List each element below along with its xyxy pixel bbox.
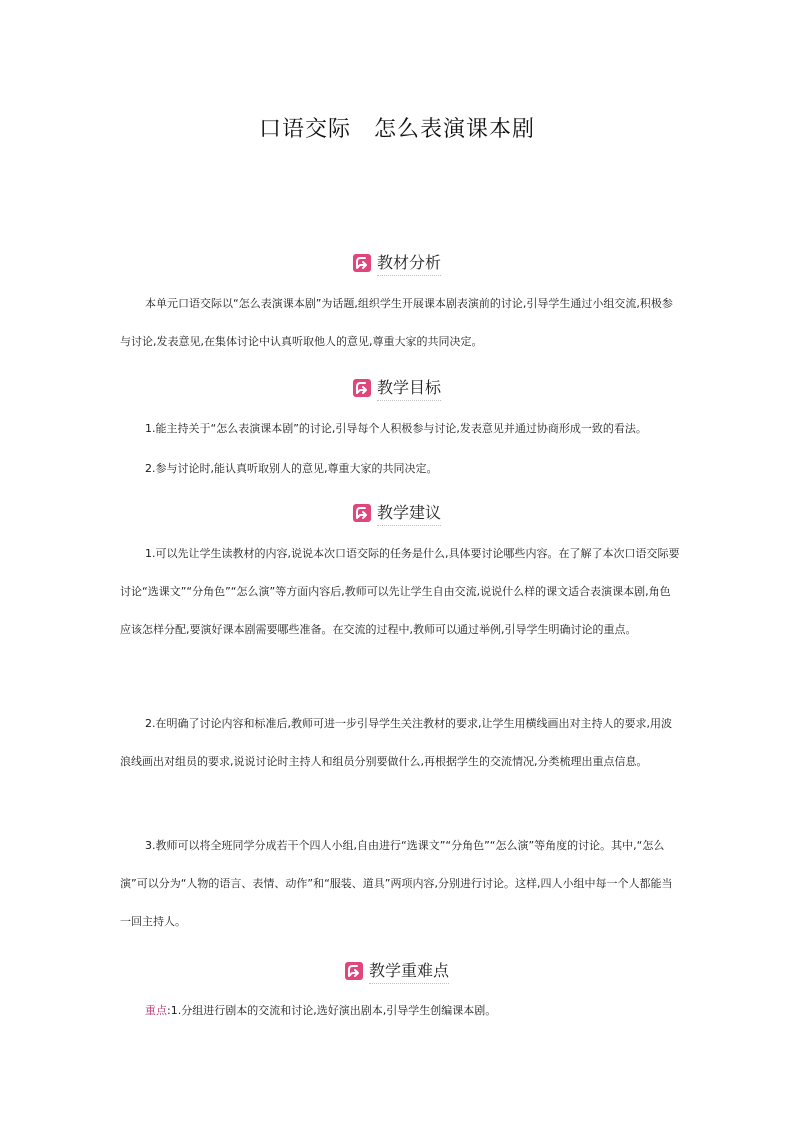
bookmark-arrow-icon [353,504,371,522]
section-heading-label: 教材分析 [377,250,441,276]
key-point-label: 重点 [145,1004,167,1017]
paragraph [120,992,680,1030]
section-heading-label: 教学重难点 [369,958,449,984]
section-heading-suggestions [0,500,794,526]
bookmark-arrow-icon [345,962,363,980]
paragraph: 1.能主持关于“怎么表演课本剧”的讨论,引导每个人积极参与讨论,发表意见并通过协商形成一致的看法。 [145,422,647,435]
section-heading-label: 教学目标 [377,375,441,401]
page-title: 口语交际 怎么表演课本剧 [258,117,535,142]
paragraph: 3.教师可以将全班同学分成若干个四人小组,自由进行“选课文”“分角色”“怎么演”等角度的讨论。其中,“怎么演”可以分为“人物的语言、表情、动作”和“服装、道具”两项内容,分别进行讨论。这样,四人小组中每一个人都能当一回主持人。 [120,839,673,928]
bookmark-arrow-icon [353,379,371,397]
section-heading-label: 教学建议 [377,500,441,526]
section-heading-analysis [0,250,794,276]
bookmark-arrow-icon [353,254,371,272]
paragraph: 1.可以先让学生读教材的内容,说说本次口语交际的任务是什么,具体要讨论哪些内容。在了解了本次口语交际要讨论“选课文”“分角色”“怎么演”等方面内容后,教师可以先让学生自由交流,说说什么样的课文适合表演课本剧,角色应该怎样分配,要演好课本剧需要哪些准备。在交流的过程中,教师可以通过举例,引导学生明确讨论的重点。 [120,547,680,636]
paragraph: 本单元口语交际以“怎么表演课本剧”为话题,组织学生开展课本剧表演前的讨论,引导学生通过小组交流,积极参与讨论,发表意见,在集体讨论中认真听取他人的意见,尊重大家的共同决定。 [120,297,673,348]
paragraph: 2.在明确了讨论内容和标准后,教师可进一步引导学生关注教材的要求,让学生用横线画出对主持人的要求,用波浪线画出对组员的要求,说说讨论时主持人和组员分别要做什么,再根据学生的交流情况,分类梳理出重点信息。 [120,717,672,768]
key-point-text: :1.分组进行剧本的交流和讨论,选好演出剧本,引导学生创编课本剧。 [167,1004,497,1017]
paragraph: 2.参与讨论时,能认真听取别人的意见,尊重大家的共同决定。 [145,462,438,475]
section-heading-key-points [0,958,794,984]
section-heading-objectives [0,375,794,401]
